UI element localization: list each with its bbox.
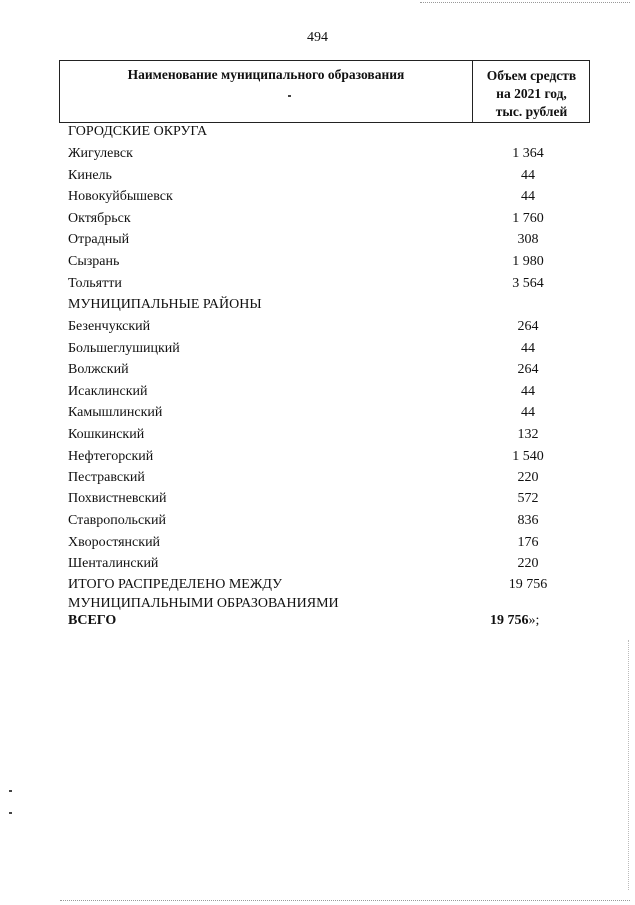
row-name: Отрадный <box>68 232 130 247</box>
row-value: 1 980 <box>512 254 544 269</box>
table-row <box>68 319 608 339</box>
row-value: 1 364 <box>512 146 544 161</box>
column-header-amount <box>473 67 590 121</box>
grand-total-value-wrap <box>490 613 539 629</box>
table-row <box>68 427 608 447</box>
row-value: 264 <box>517 362 539 377</box>
row-value: 1 760 <box>512 211 544 226</box>
table-row <box>68 470 608 490</box>
column-header-amount-line: Объем средств <box>486 68 577 83</box>
row-name: Новокуйбышевск <box>68 189 173 204</box>
table-row <box>68 146 608 166</box>
total-distributed-label-line1: ИТОГО РАСПРЕДЕЛЕНО МЕЖДУ <box>68 577 282 592</box>
row-value: 1 540 <box>512 449 544 464</box>
row-value: 44 <box>521 405 535 420</box>
column-header-amount-line: тыс. рублей <box>495 104 568 119</box>
row-value: 176 <box>517 535 539 550</box>
row-name: Исаклинский <box>68 384 148 399</box>
table-row <box>68 449 608 469</box>
table-row <box>68 211 608 231</box>
row-value: 308 <box>517 232 539 247</box>
scan-edge-bottom <box>60 900 630 901</box>
table-row <box>68 168 608 188</box>
table-row <box>68 254 608 274</box>
scan-edge-top <box>420 2 630 3</box>
table-row <box>68 232 608 252</box>
column-header-amount-line: на 2021 год, <box>496 86 567 101</box>
scan-speck <box>9 790 12 792</box>
total-distributed-row <box>68 577 608 597</box>
row-name: Ставропольский <box>68 513 166 528</box>
row-name: Волжский <box>68 362 129 377</box>
row-value: 220 <box>517 556 539 571</box>
row-value: 572 <box>517 491 539 506</box>
row-value: 44 <box>521 384 535 399</box>
row-name: Нефтегорский <box>68 449 154 464</box>
row-value: 264 <box>517 319 539 334</box>
row-value: 836 <box>517 513 539 528</box>
row-name: Октябрьск <box>68 211 131 226</box>
row-value: 132 <box>517 427 539 442</box>
scan-speck <box>288 95 291 97</box>
row-name: Похвистневский <box>68 491 167 506</box>
section-title-municipal-districts: МУНИЦИПАЛЬНЫЕ РАЙОНЫ <box>68 297 262 312</box>
total-distributed-value: 19 756 <box>508 577 548 592</box>
table-row <box>68 491 608 511</box>
row-name: Безенчукский <box>68 319 151 334</box>
row-value: 44 <box>521 341 535 356</box>
page-number: 494 <box>307 30 328 45</box>
table-row <box>68 341 608 361</box>
scan-edge-right <box>628 640 629 890</box>
row-name: Хворостянский <box>68 535 161 550</box>
row-name: Жигулевск <box>68 146 133 161</box>
row-name: Кошкинский <box>68 427 145 442</box>
row-name: Пестравский <box>68 470 145 485</box>
row-value: 3 564 <box>512 276 544 291</box>
grand-total-suffix: »; <box>528 613 540 628</box>
row-value: 44 <box>521 168 535 183</box>
row-name: Кинель <box>68 168 112 183</box>
table-row <box>68 384 608 404</box>
row-name: Большеглушицкий <box>68 341 180 356</box>
row-name: Сызрань <box>68 254 120 269</box>
grand-total-label: ВСЕГО <box>68 613 117 628</box>
row-name: Камышлинский <box>68 405 163 420</box>
total-distributed-label-line2: МУНИЦИПАЛЬНЫМИ ОБРАЗОВАНИЯМИ <box>68 596 339 611</box>
table-row <box>68 535 608 555</box>
column-header-name: Наименование муниципального образования <box>127 67 405 82</box>
table-row <box>68 362 608 382</box>
grand-total-value: 19 756 <box>490 613 529 628</box>
row-name: Тольятти <box>68 276 122 291</box>
table-row <box>68 405 608 425</box>
grand-total-row <box>68 613 608 633</box>
scan-speck <box>9 812 12 814</box>
table-row <box>68 556 608 576</box>
table-header <box>59 60 590 123</box>
table-row <box>68 189 608 209</box>
row-value: 44 <box>521 189 535 204</box>
row-value: 220 <box>517 470 539 485</box>
table-row <box>68 276 608 296</box>
section-title-city-districts: ГОРОДСКИЕ ОКРУГА <box>68 124 208 139</box>
row-name: Шенталинский <box>68 556 159 571</box>
table-row <box>68 513 608 533</box>
